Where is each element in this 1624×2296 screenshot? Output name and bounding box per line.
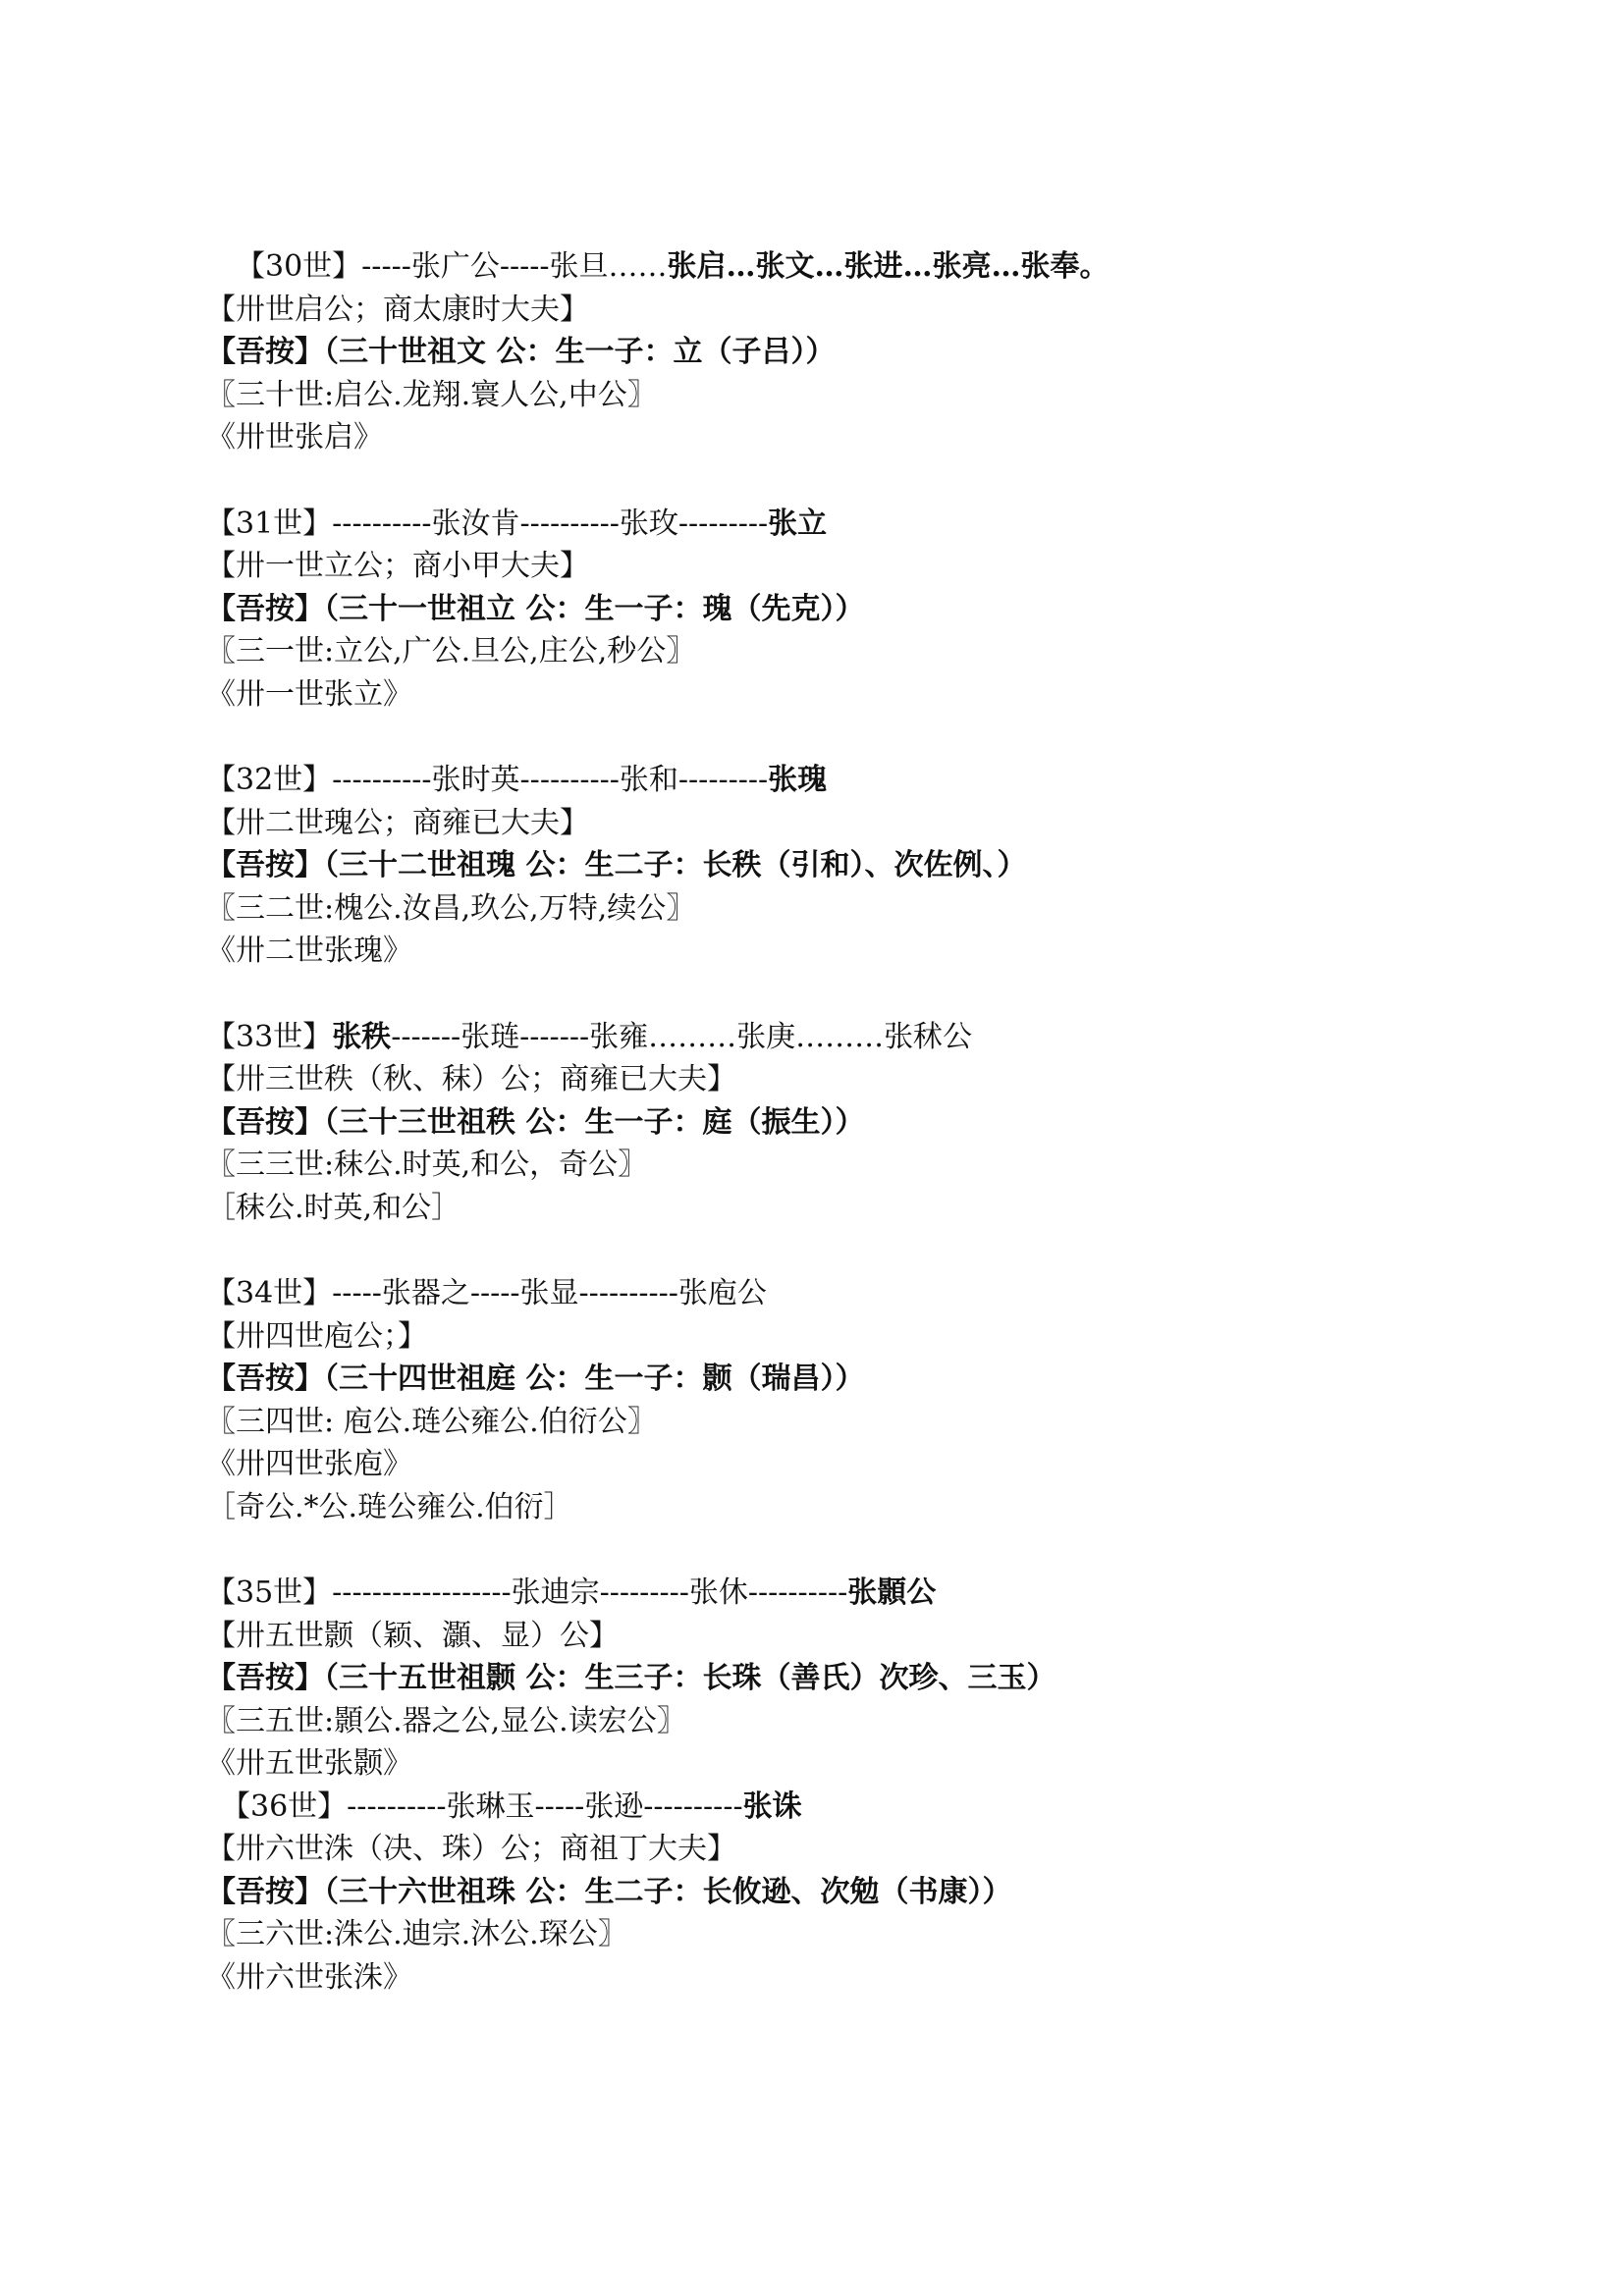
generation-entry-33 bbox=[206, 1016, 1483, 1230]
lineage-chain bbox=[206, 1786, 1483, 1829]
author-note: 【吾按】（三十五世祖颢 公：生三子：长珠（善氏）次珍、三玉） bbox=[206, 1661, 1056, 1695]
member-list: 〖三五世:顥公.器之公,显公.读宏公〗 bbox=[206, 1703, 686, 1738]
chain-segment: 【30世】-----张广公-----张旦…… bbox=[236, 249, 668, 284]
author-note: 【吾按】（三十一世祖立 公：生一子：瑰（先克）） bbox=[206, 591, 865, 626]
chain-segment: 【35世】------------------张迪宗---------张休---------- bbox=[206, 1575, 848, 1610]
generation-label: 《卅二世张瑰》 bbox=[206, 934, 412, 968]
member-list: 〖三四世: 庖公.琏公雍公.伯衍公〗 bbox=[206, 1404, 657, 1439]
chain-segment-bold: 张立 bbox=[768, 506, 828, 541]
author-note: 【吾按】（三十四世祖庭 公：生一子：颢（瑞昌）） bbox=[206, 1362, 865, 1396]
generation-title: 【卅五世颢（颖、灝、显）公】 bbox=[206, 1618, 619, 1653]
member-list: 〖三六世:洙公.迪宗.沐公.琛公〗 bbox=[206, 1917, 627, 1951]
generation-title: 【卅世启公；商太康时大夫】 bbox=[206, 292, 589, 327]
generation-title: 【卅一世立公；商小甲大夫】 bbox=[206, 549, 589, 583]
chain-segment-bold: 张秩 bbox=[332, 1019, 392, 1054]
member-list: 〖三十世:启公.龙翔.寰人公,中公〗 bbox=[206, 377, 657, 412]
lineage-chain bbox=[206, 759, 1483, 802]
lineage-chain bbox=[206, 1572, 1483, 1615]
chain-segment-bold: 张顥公 bbox=[847, 1575, 937, 1610]
lineage-chain bbox=[206, 503, 1483, 546]
chain-segment: 【34世】-----张器之-----张显----------张庖公 bbox=[206, 1276, 767, 1310]
generation-label: 《卅一世张立》 bbox=[206, 676, 412, 712]
author-note: 【吾按】（三十六世祖珠 公：生二子：长攸逊、次勉（书康）） bbox=[206, 1874, 1012, 1909]
generation-entry-34 bbox=[206, 1272, 1483, 1528]
genealogy-page bbox=[206, 245, 1483, 1999]
author-note: 【吾按】（三十三世祖秩 公：生一子：庭（振生）） bbox=[206, 1104, 865, 1140]
lineage-chain bbox=[206, 245, 1483, 289]
generation-entry-31 bbox=[206, 503, 1483, 717]
lineage-chain bbox=[206, 1272, 1483, 1315]
chain-segment-bold: 张启…张文…张进…张亮…张奉。 bbox=[667, 249, 1110, 284]
chain-segment: 【33世】 bbox=[206, 1019, 333, 1054]
generation-entry-36 bbox=[206, 1786, 1483, 2000]
member-list-alt: ［秣公.时英,和公］ bbox=[206, 1190, 461, 1225]
generation-label: 《卅五世张颢》 bbox=[206, 1746, 412, 1781]
chain-segment: -------张琏-------张雍………张庚………张秫公 bbox=[391, 1019, 973, 1054]
member-list: 〖三三世:秣公.时英,和公，奇公〗 bbox=[206, 1148, 648, 1182]
author-note: 【吾按】（三十世祖文 公：生一子：立（子吕）） bbox=[206, 335, 836, 369]
author-note: 【吾按】（三十二世祖瑰 公：生二子：长秩（引和）、次佐例、） bbox=[206, 848, 1027, 882]
generation-label: 《卅四世张庖》 bbox=[206, 1447, 412, 1481]
generation-title: 【卅三世秩（秋、秣）公；商雍已大夫】 bbox=[206, 1062, 736, 1096]
generation-title: 【卅四世庖公；】 bbox=[206, 1318, 427, 1354]
chain-segment: 【36世】----------张琳玉-----张逊---------- bbox=[221, 1789, 743, 1824]
generation-title: 【卅六世洙（决、珠）公；商祖丁大夫】 bbox=[206, 1832, 736, 1866]
chain-segment-bold: 张诛 bbox=[742, 1789, 802, 1824]
generation-entry-30 bbox=[206, 245, 1483, 459]
chain-segment: 【32世】----------张时英----------张和--------- bbox=[206, 763, 769, 797]
generation-label: 《卅六世张洙》 bbox=[206, 1959, 412, 1995]
chain-segment-bold: 张瑰 bbox=[768, 763, 828, 797]
generation-label: 《卅世张启》 bbox=[206, 420, 383, 454]
chain-segment: 【31世】----------张汝肯----------张玫--------- bbox=[206, 506, 769, 541]
generation-entry-32 bbox=[206, 759, 1483, 973]
generation-entry-35 bbox=[206, 1572, 1483, 1786]
generation-title: 【卅二世瑰公；商雍已大夫】 bbox=[206, 805, 589, 840]
member-list: 〖三二世:槐公.汝昌,玖公,万特,续公〗 bbox=[206, 890, 696, 926]
member-list: 〖三一世:立公,广公.旦公,庄公,秒公〗 bbox=[206, 634, 696, 668]
lineage-chain bbox=[206, 1016, 1483, 1059]
member-list-alt: ［奇公.*公.琏公雍公.伯衍］ bbox=[206, 1489, 573, 1524]
